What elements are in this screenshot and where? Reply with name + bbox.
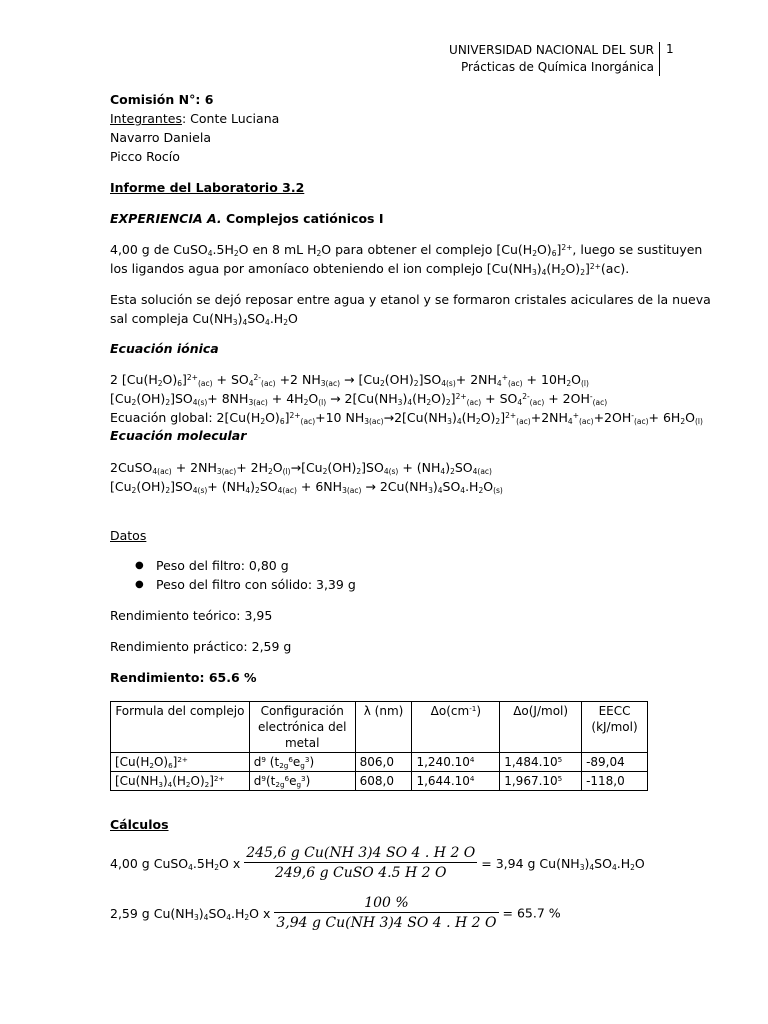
equation-token: O: [685, 410, 695, 425]
equation-token: (ac): [508, 378, 523, 388]
molecular-equation-title: Ecuación molecular: [110, 428, 247, 443]
equation-token: +2 NH: [275, 372, 321, 387]
equation-token: 2: [413, 378, 419, 388]
equation-token: 4: [407, 397, 413, 407]
practical-yield: Rendimiento práctico: 2,59 g: [110, 639, 292, 654]
page-header: [449, 42, 654, 76]
equation-token: (ac): [300, 416, 316, 426]
equation-token: + (NH: [398, 460, 441, 475]
equation-token: (l): [580, 378, 589, 388]
ionic-equation-1: [110, 372, 589, 387]
equation-token: O): [162, 372, 178, 387]
equation-token: O: [272, 460, 283, 475]
equation-token: O: [571, 372, 581, 387]
report-title: Informe del Laboratorio 3.2: [110, 180, 305, 195]
equation-token: [Cu: [110, 479, 132, 494]
equation-token: (ac): [633, 416, 649, 426]
equation-token: SO: [454, 460, 473, 475]
equation-token: 4: [245, 485, 251, 495]
equation-token: 2: [165, 397, 171, 407]
equation-token: Ecuación global: 2[Cu(H: [110, 410, 261, 425]
equation-token: 4: [496, 378, 502, 388]
ionic-equation-2: [110, 391, 607, 406]
equation-token: 2[Cu(NH: [344, 391, 398, 406]
equation-token: 2: [475, 416, 481, 426]
paragraph-1-line-1: 4,00 g de $CuSO_4.5H_2O$ en 8 mL $H_2O$ para obtener el complejo $[Cu(H_2O)_6]^{2+}$, luego se sustituyen: [110, 242, 703, 258]
equation-token: 3: [428, 485, 433, 495]
commission-label: Comisión N°: 6: [110, 92, 214, 107]
equation-token: ): [250, 479, 256, 494]
equation-token: →: [361, 479, 380, 494]
theoretical-yield: Rendimiento teórico: 3,95: [110, 608, 273, 623]
molecular-equation-1: [110, 460, 492, 475]
equation-token: 2: [303, 397, 309, 407]
university-name: UNIVERSIDAD NACIONAL DEL SUR: [449, 43, 654, 57]
equation-token: 4(s): [192, 397, 208, 407]
equation-token: 3(ac): [364, 416, 384, 426]
equation-token: 2: [157, 378, 163, 388]
table-header-cell: $\Delta o(cm^{-1})$: [412, 702, 500, 753]
equation-token: 3(ac): [248, 397, 268, 407]
equation-token: ]: [284, 410, 290, 425]
calculations-title: Cálculos: [110, 817, 169, 832]
equation-token: + SO: [481, 391, 518, 406]
equation-token: 4: [567, 416, 573, 426]
equation-token: 4(s): [441, 378, 456, 388]
equation-token: 3(ac): [216, 466, 237, 476]
table-cell: 1,644.10$^4$: [412, 772, 500, 791]
equation-token: 3: [397, 397, 403, 407]
equation-token: 4: [437, 485, 443, 495]
equation-token: 2CuSO: [110, 460, 153, 475]
equation-token: 2-: [522, 391, 530, 401]
equation-token: + 2OH: [544, 391, 590, 406]
equation-token: ]SO: [170, 479, 193, 494]
equation-token: .H: [465, 479, 479, 494]
equation-token: 2: [322, 466, 328, 476]
equation-token: 2: [131, 485, 137, 495]
equation-token: O): [431, 391, 446, 406]
members-label: Integrantes: [110, 111, 182, 126]
equation-token: 2: [165, 485, 171, 495]
table-cell: 1,484.10$^5$: [500, 753, 582, 772]
equation-token: 4: [460, 485, 466, 495]
equation-token: (ac): [516, 416, 531, 426]
ionic-equation-global: [110, 410, 703, 425]
table-header-cell: Δo(J/mol): [500, 702, 582, 753]
equation-token: + 8NH: [207, 391, 249, 406]
equation-token: →: [326, 391, 345, 406]
equation-token: 3(ac): [342, 485, 362, 495]
equation-token: →: [383, 410, 395, 425]
calculation-1-numerator: 245,6 g Cu(NH 3)4 SO 4 . H 2 O: [246, 845, 476, 861]
calculation-2: 2,59 g $Cu(NH_3)_4SO_4.H_2O$ x $\frac{100 \%}{\text{3,94 g Cu(NH 3)4 SO 4 . H 2 O}}$ = 65.7 %: [110, 895, 561, 931]
subject-name: Prácticas de Química Inorgánica: [460, 60, 654, 74]
equation-token: 2: [131, 397, 137, 407]
paragraph-2-line-2: sal compleja $Cu(NH_3)_4SO_4.H_2O$: [110, 311, 298, 327]
equation-token: 4: [248, 378, 254, 388]
equation-token: (l): [282, 466, 291, 476]
equation-token: (ac): [197, 378, 213, 388]
header-divider: [659, 42, 660, 76]
equation-token: (H: [461, 410, 476, 425]
equation-token: 4: [456, 416, 462, 426]
yield-result: Rendimiento: 65.6 %: [110, 670, 257, 685]
table-cell: 1,967.10$^5$: [500, 772, 582, 791]
equation-token: (OH): [136, 479, 166, 494]
equation-token: (ac): [261, 378, 276, 388]
bullet-dot-icon: ●: [135, 560, 144, 571]
molecular-equation-2: [110, 479, 503, 494]
equation-token: 6: [177, 378, 183, 388]
member-1: : Conte Luciana: [181, 111, 280, 126]
equation-token: (ac): [466, 397, 482, 407]
equation-token: 2+: [455, 391, 467, 401]
equation-token: (ac): [529, 397, 545, 407]
table-cell: 1,240.10$^4$: [412, 753, 500, 772]
equation-token: +: [572, 410, 579, 420]
equation-token: ]SO: [361, 460, 384, 475]
equation-token: →: [340, 372, 359, 387]
equation-token: 2: [445, 397, 451, 407]
equation-token: 4: [440, 466, 446, 476]
equation-token: SO: [442, 479, 461, 494]
equation-token: 4(s): [192, 485, 208, 495]
equation-token: + SO: [212, 372, 249, 387]
equation-token: 6: [279, 416, 285, 426]
equation-token: + (NH: [207, 479, 246, 494]
equation-token: [Cu: [110, 391, 132, 406]
complex-data-table: [110, 701, 648, 791]
equation-token: + 10H: [522, 372, 567, 387]
equation-token: ): [451, 410, 457, 425]
equation-token: -: [631, 410, 634, 420]
equation-token: 2: [255, 485, 260, 495]
equation-token: O): [265, 410, 280, 425]
equation-token: [Cu: [301, 460, 323, 475]
equation-token: (OH): [384, 372, 414, 387]
equation-token: 2: [260, 416, 266, 426]
equation-token: 2: [680, 416, 686, 426]
equation-token: [Cu: [358, 372, 381, 387]
equation-token: 2: [268, 466, 273, 476]
equation-token: 2: [495, 416, 501, 426]
equation-token: 2: [450, 466, 455, 476]
calculation-2-denominator: 3,94 g Cu(NH 3)4 SO 4 . H 2 O: [276, 915, 497, 931]
table-cell-formula: $[Cu(NH_3)_4(H_2O)_2]^{2+}$: [111, 772, 250, 791]
equation-token: +2NH: [530, 410, 568, 425]
ionic-equation-title: Ecuación iónica: [110, 341, 219, 356]
paragraph-2-line-1: Esta solución se dejó reposar entre agua y etanol y se formaron cristales aciculares de la nueva: [110, 292, 711, 307]
equation-token: 2: [426, 397, 432, 407]
experiment-heading: [110, 211, 384, 226]
equation-token: 2 [Cu(H: [110, 372, 158, 387]
table-cell-config: $d^9(t_{2g}^6e_g^3)$: [249, 772, 355, 791]
table-cell: -89,04: [582, 753, 648, 772]
bullet-dot-icon: ●: [135, 579, 144, 590]
equation-token: +: [501, 372, 508, 382]
calculation-2-fraction: [274, 895, 498, 931]
equation-token: +2OH: [593, 410, 632, 425]
table-cell: -118,0: [582, 772, 648, 791]
equation-token: 4: [517, 397, 523, 407]
equation-token: 2+: [289, 410, 301, 420]
equation-token: (l): [318, 397, 327, 407]
equation-token: ]SO: [418, 372, 442, 387]
equation-token: + 2NH: [455, 372, 497, 387]
table-row: [111, 772, 648, 791]
equation-token: O): [480, 410, 496, 425]
equation-token: (l): [694, 416, 703, 426]
equation-token: (OH): [327, 460, 357, 475]
equation-token: 3(ac): [320, 378, 341, 388]
equation-token: 4(ac): [152, 466, 172, 476]
equation-token: +10 NH: [315, 410, 365, 425]
table-header-cell: EECC (kJ/mol): [582, 702, 648, 753]
equation-token: ]: [182, 372, 187, 387]
equation-token: (ac): [592, 397, 608, 407]
paragraph-1-line-2: los ligandos agua por amoníaco obteniendo el ion complejo $[Cu(NH_3)_4(H_2O)_2]^{2+}(ac)$.: [110, 261, 630, 277]
calculation-2-numerator: 100 %: [274, 895, 498, 913]
data-bullet-1: Peso del filtro: 0,80 g: [156, 558, 289, 573]
equation-token: 2+: [505, 410, 517, 420]
equation-token: (OH): [136, 391, 166, 406]
table-cell: 608,0: [355, 772, 412, 791]
equation-token: 2: [356, 466, 362, 476]
data-title: Datos: [110, 528, 147, 543]
equation-token: + 6H: [648, 410, 681, 425]
member-2: Navarro Daniela: [110, 130, 211, 145]
equation-token: 2: [478, 485, 484, 495]
equation-token: ]: [450, 391, 456, 406]
equation-token: 4(s): [383, 466, 399, 476]
equation-token: -: [589, 391, 593, 401]
equation-token: 2: [566, 378, 572, 388]
table-header-cell: Configuración electrónica del metal: [249, 702, 355, 753]
equation-token: 2: [380, 378, 385, 388]
table-header-cell: Formula del complejo: [111, 702, 250, 753]
equation-token: 2Cu(NH: [379, 479, 429, 494]
equation-token: 2-: [253, 372, 262, 382]
calculation-1: 4,00 g $CuSO_4.5H_2O$ x $\frac{\text{245,6 g Cu(NH 3)4 SO 4 . H 2 O}}{\text{249,6 g CuSO 4.5 H 2 O}}$ = 3,94 g $Cu(NH_3)_4SO_4.H_2O$: [110, 845, 645, 881]
equation-token: + 2NH: [171, 460, 217, 475]
equation-token: 4(ac): [472, 466, 492, 476]
equation-token: (s): [493, 485, 503, 495]
table-cell-formula: $[Cu(H_2O)_6]^{2+}$: [111, 753, 250, 772]
table-cell-config: $d^9$ $(t_{2g}^6e_g^3)$: [249, 753, 355, 772]
equation-token: O: [308, 391, 319, 406]
table-header-row: [111, 702, 648, 753]
equation-token: 2[Cu(NH: [394, 410, 448, 425]
table-header-cell: λ (nm): [355, 702, 412, 753]
page-number: 1: [666, 42, 674, 56]
equation-token: O: [483, 479, 494, 494]
equation-token: (ac): [578, 416, 594, 426]
equation-token: + 2H: [236, 460, 269, 475]
experiment-title: Complejos catiónicos I: [221, 211, 384, 226]
experiment-prefix: EXPERIENCIA A.: [110, 211, 222, 226]
equation-token: ): [445, 460, 451, 475]
equation-token: + 6NH: [296, 479, 343, 494]
equation-token: + 4H: [267, 391, 304, 406]
equation-token: 4(ac): [277, 485, 297, 495]
calculation-1-denominator: 249,6 g CuSO 4.5 H 2 O: [275, 865, 447, 881]
equation-token: ]SO: [170, 391, 193, 406]
members-line: [110, 111, 279, 126]
calculation-1-fraction: [244, 845, 477, 881]
equation-token: ): [402, 391, 408, 406]
equation-token: SO: [259, 479, 278, 494]
equation-token: →: [290, 460, 302, 475]
table-cell: 806,0: [355, 753, 412, 772]
data-bullet-2: Peso del filtro con sólido: 3,39 g: [156, 577, 356, 592]
equation-token: 2+: [186, 372, 198, 382]
equation-token: ): [432, 479, 438, 494]
equation-token: 3: [447, 416, 452, 426]
calculation-2-result: = 65.7 %: [502, 905, 561, 921]
equation-token: (H: [412, 391, 427, 406]
table-row: [111, 753, 648, 772]
member-3: Picco Rocío: [110, 149, 180, 164]
equation-token: ]: [500, 410, 506, 425]
